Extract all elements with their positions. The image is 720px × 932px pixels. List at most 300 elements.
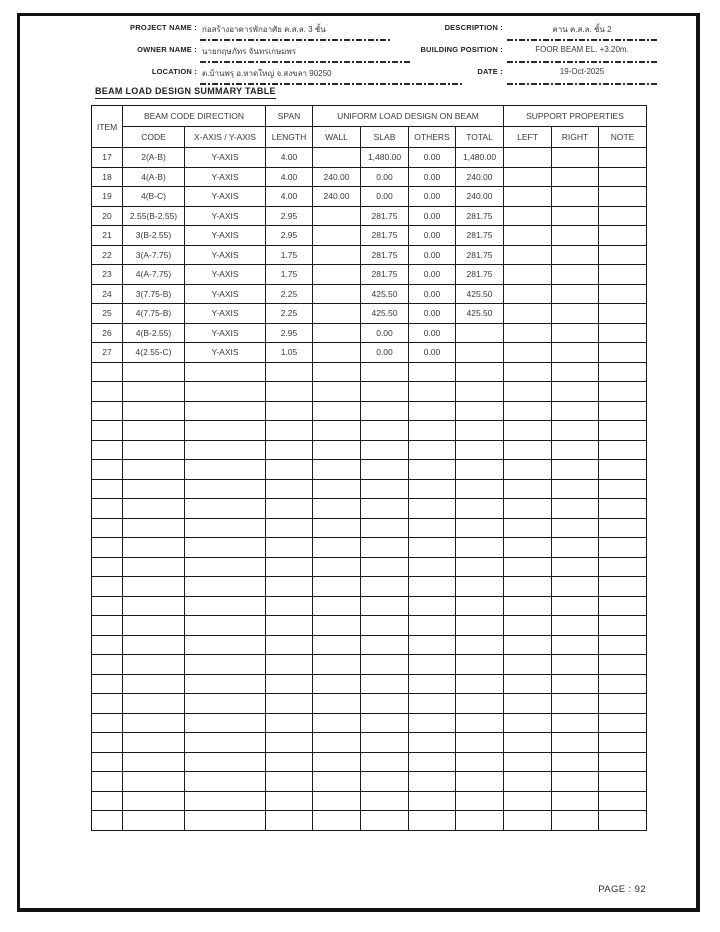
col-header-axis: X-AXIS / Y-AXIS (185, 127, 266, 148)
cell (409, 440, 456, 460)
cell: 0.00 (361, 343, 409, 363)
cell (552, 284, 599, 304)
cell (123, 557, 185, 577)
cell: 4(B-C) (123, 187, 185, 207)
project-name-underline (200, 39, 392, 41)
cell (599, 772, 647, 792)
table-row-empty (92, 791, 647, 811)
cell (456, 538, 504, 558)
cell (361, 655, 409, 675)
cell: 19 (92, 187, 123, 207)
cell (456, 499, 504, 519)
cell: 281.75 (456, 245, 504, 265)
table-row (92, 167, 647, 187)
col-header-total: TOTAL (456, 127, 504, 148)
table-row (92, 323, 647, 343)
cell (266, 635, 313, 655)
cell: Y-AXIS (185, 245, 266, 265)
table-row-empty (92, 694, 647, 714)
table-row-empty (92, 460, 647, 480)
cell: 240.00 (456, 187, 504, 207)
cell: 281.75 (456, 265, 504, 285)
cell (504, 655, 552, 675)
cell (409, 674, 456, 694)
cell (266, 577, 313, 597)
table-row (92, 284, 647, 304)
cell (552, 245, 599, 265)
cell (409, 694, 456, 714)
cell (123, 713, 185, 733)
cell (504, 245, 552, 265)
cell (552, 713, 599, 733)
cell (185, 499, 266, 519)
cell (185, 694, 266, 714)
cell: 281.75 (361, 245, 409, 265)
cell: 281.75 (361, 265, 409, 285)
cell: 281.75 (361, 206, 409, 226)
owner-name-label: OWNER NAME : (137, 45, 197, 54)
cell (92, 518, 123, 538)
cell: 4(A-7.75) (123, 265, 185, 285)
cell (456, 655, 504, 675)
building-position-label: BUILDING POSITION : (420, 45, 503, 54)
cell (266, 616, 313, 636)
cell (185, 440, 266, 460)
cell (185, 401, 266, 421)
cell (123, 421, 185, 441)
cell (456, 557, 504, 577)
cell (266, 752, 313, 772)
cell (92, 655, 123, 675)
cell (599, 596, 647, 616)
cell: Y-AXIS (185, 304, 266, 324)
cell: 425.50 (361, 304, 409, 324)
cell (361, 713, 409, 733)
cell (456, 596, 504, 616)
cell (266, 596, 313, 616)
cell: 22 (92, 245, 123, 265)
cell (409, 557, 456, 577)
cell (504, 635, 552, 655)
cell: 425.50 (456, 284, 504, 304)
cell (504, 596, 552, 616)
cell (599, 811, 647, 831)
cell (504, 518, 552, 538)
cell (92, 401, 123, 421)
cell (552, 148, 599, 168)
cell (361, 518, 409, 538)
cell: 25 (92, 304, 123, 324)
col-header-length: LENGTH (266, 127, 313, 148)
location-value: ต.บ้านพรุ อ.หาดใหญ่ จ.สงขลา 90250 (202, 69, 332, 78)
cell: 26 (92, 323, 123, 343)
cell (552, 577, 599, 597)
cell (456, 752, 504, 772)
cell (552, 167, 599, 187)
cell: 1.05 (266, 343, 313, 363)
cell (599, 460, 647, 480)
table-row-empty (92, 401, 647, 421)
cell (313, 616, 361, 636)
cell: 4.00 (266, 167, 313, 187)
cell: 23 (92, 265, 123, 285)
cell: 425.50 (361, 284, 409, 304)
cell: 0.00 (409, 167, 456, 187)
cell (504, 538, 552, 558)
table-row (92, 148, 647, 168)
cell (504, 421, 552, 441)
cell (92, 362, 123, 382)
cell: 0.00 (361, 323, 409, 343)
cell (313, 733, 361, 753)
cell (92, 421, 123, 441)
table-row-empty (92, 538, 647, 558)
cell (92, 382, 123, 402)
cell (313, 304, 361, 324)
cell: 240.00 (313, 187, 361, 207)
cell (599, 167, 647, 187)
cell: Y-AXIS (185, 323, 266, 343)
cell (123, 382, 185, 402)
cell (409, 596, 456, 616)
cell (313, 557, 361, 577)
cell (123, 479, 185, 499)
cell (266, 655, 313, 675)
cell (266, 362, 313, 382)
cell (361, 791, 409, 811)
cell (504, 460, 552, 480)
cell (409, 791, 456, 811)
table-header-row-columns (92, 127, 647, 148)
cell (504, 440, 552, 460)
cell: 0.00 (409, 265, 456, 285)
cell (266, 440, 313, 460)
cell (92, 538, 123, 558)
cell (185, 421, 266, 441)
table-row (92, 304, 647, 324)
cell (599, 187, 647, 207)
table-row (92, 187, 647, 207)
table-row-empty (92, 616, 647, 636)
cell (504, 772, 552, 792)
cell (504, 304, 552, 324)
cell (361, 733, 409, 753)
cell (599, 616, 647, 636)
cell (361, 694, 409, 714)
cell (409, 752, 456, 772)
date-label: DATE : (477, 67, 503, 76)
cell (409, 460, 456, 480)
cell: 3(7.75-B) (123, 284, 185, 304)
cell (409, 401, 456, 421)
cell (504, 362, 552, 382)
cell: 24 (92, 284, 123, 304)
cell (92, 674, 123, 694)
cell (123, 811, 185, 831)
cell (266, 694, 313, 714)
cell (599, 499, 647, 519)
cell (361, 421, 409, 441)
cell (456, 577, 504, 597)
cell (123, 791, 185, 811)
cell (456, 323, 504, 343)
cell (313, 791, 361, 811)
cell (409, 538, 456, 558)
cell: 0.00 (409, 304, 456, 324)
col-header-wall: WALL (313, 127, 361, 148)
cell (266, 421, 313, 441)
cell (123, 694, 185, 714)
cell (552, 382, 599, 402)
cell (552, 440, 599, 460)
cell (185, 752, 266, 772)
cell (123, 616, 185, 636)
cell (456, 635, 504, 655)
cell (361, 557, 409, 577)
cell (552, 752, 599, 772)
cell (313, 772, 361, 792)
cell (552, 187, 599, 207)
cell (552, 226, 599, 246)
cell (599, 401, 647, 421)
table-row-empty (92, 635, 647, 655)
cell: 3(A-7.75) (123, 245, 185, 265)
cell (123, 577, 185, 597)
cell: 281.75 (456, 226, 504, 246)
cell (313, 577, 361, 597)
cell (599, 343, 647, 363)
col-header-left: LEFT (504, 127, 552, 148)
cell (123, 635, 185, 655)
cell (266, 479, 313, 499)
cell (361, 362, 409, 382)
table-row-empty (92, 382, 647, 402)
cell (504, 187, 552, 207)
cell (552, 343, 599, 363)
cell (92, 479, 123, 499)
cell (552, 616, 599, 636)
cell (504, 713, 552, 733)
cell (504, 323, 552, 343)
cell (456, 791, 504, 811)
cell: 21 (92, 226, 123, 246)
cell (456, 694, 504, 714)
cell (313, 518, 361, 538)
cell (504, 265, 552, 285)
cell (313, 206, 361, 226)
cell: 2.25 (266, 284, 313, 304)
cell (504, 694, 552, 714)
cell (599, 421, 647, 441)
cell (361, 479, 409, 499)
col-group-beam-code-direction: BEAM CODE DIRECTION (123, 106, 266, 127)
cell: 0.00 (361, 167, 409, 187)
cell (361, 401, 409, 421)
cell (313, 284, 361, 304)
table-row-empty (92, 577, 647, 597)
cell (313, 148, 361, 168)
cell (123, 499, 185, 519)
cell (92, 752, 123, 772)
cell (266, 791, 313, 811)
cell (185, 577, 266, 597)
cell (313, 323, 361, 343)
cell (123, 538, 185, 558)
cell (361, 577, 409, 597)
cell (599, 538, 647, 558)
cell (266, 499, 313, 519)
cell (185, 713, 266, 733)
cell (185, 557, 266, 577)
cell (92, 694, 123, 714)
cell (409, 811, 456, 831)
cell (599, 206, 647, 226)
cell (552, 304, 599, 324)
cell (504, 811, 552, 831)
cell (92, 460, 123, 480)
cell (409, 713, 456, 733)
cell: 0.00 (361, 187, 409, 207)
cell (599, 148, 647, 168)
cell (185, 382, 266, 402)
cell (123, 655, 185, 675)
cell (361, 382, 409, 402)
cell (185, 772, 266, 792)
cell (313, 479, 361, 499)
col-group-uniform-load: UNIFORM LOAD DESIGN ON BEAM (313, 106, 504, 127)
cell: 18 (92, 167, 123, 187)
cell (552, 401, 599, 421)
cell (92, 499, 123, 519)
cell (456, 421, 504, 441)
cell (92, 713, 123, 733)
cell (123, 401, 185, 421)
cell (409, 479, 456, 499)
cell (313, 362, 361, 382)
col-header-code: CODE (123, 127, 185, 148)
cell (504, 616, 552, 636)
col-group-span: SPAN (266, 106, 313, 127)
cell (456, 401, 504, 421)
table-row-empty (92, 811, 647, 831)
cell (504, 284, 552, 304)
cell (185, 596, 266, 616)
cell (552, 460, 599, 480)
cell (552, 596, 599, 616)
cell: 2.25 (266, 304, 313, 324)
cell (313, 538, 361, 558)
cell: 4(2.55-C) (123, 343, 185, 363)
cell (92, 811, 123, 831)
cell: Y-AXIS (185, 187, 266, 207)
cell (456, 518, 504, 538)
cell (599, 382, 647, 402)
cell: 4(7.75-B) (123, 304, 185, 324)
cell (361, 499, 409, 519)
cell (599, 752, 647, 772)
table-body (92, 148, 647, 831)
cell (456, 460, 504, 480)
owner-name-underline (200, 61, 412, 63)
cell (409, 655, 456, 675)
cell (313, 635, 361, 655)
table-row-empty (92, 772, 647, 792)
cell (123, 752, 185, 772)
cell (456, 362, 504, 382)
cell (409, 421, 456, 441)
cell (361, 460, 409, 480)
cell (409, 499, 456, 519)
cell (123, 460, 185, 480)
cell (185, 538, 266, 558)
cell (123, 733, 185, 753)
cell (599, 518, 647, 538)
building-position-value: FOOR BEAM EL. +3.20m. (535, 45, 629, 54)
table-row-empty (92, 557, 647, 577)
cell (313, 499, 361, 519)
cell (504, 733, 552, 753)
cell (552, 538, 599, 558)
cell (185, 655, 266, 675)
cell (504, 167, 552, 187)
cell: 240.00 (313, 167, 361, 187)
cell (361, 440, 409, 460)
cell (92, 791, 123, 811)
cell (313, 343, 361, 363)
cell (266, 538, 313, 558)
cell (409, 382, 456, 402)
table-row (92, 343, 647, 363)
cell: 2.95 (266, 226, 313, 246)
cell: 4.00 (266, 148, 313, 168)
page-number: PAGE : 92 (598, 884, 646, 895)
table-row (92, 265, 647, 285)
cell (92, 733, 123, 753)
cell (123, 674, 185, 694)
cell: 2.95 (266, 206, 313, 226)
cell (361, 635, 409, 655)
cell (504, 206, 552, 226)
document-page-frame (17, 13, 700, 912)
cell: 27 (92, 343, 123, 363)
cell (504, 226, 552, 246)
cell (185, 362, 266, 382)
cell: 3(B-2.55) (123, 226, 185, 246)
col-header-others: OTHERS (409, 127, 456, 148)
cell (123, 440, 185, 460)
cell (599, 635, 647, 655)
cell (266, 382, 313, 402)
building-position-underline (507, 61, 657, 63)
cell: 1.75 (266, 265, 313, 285)
col-header-item: ITEM (92, 106, 123, 148)
cell (599, 323, 647, 343)
cell: Y-AXIS (185, 265, 266, 285)
cell (599, 226, 647, 246)
cell (552, 655, 599, 675)
cell (599, 479, 647, 499)
cell (123, 772, 185, 792)
cell: Y-AXIS (185, 206, 266, 226)
cell (552, 694, 599, 714)
cell: Y-AXIS (185, 284, 266, 304)
cell (409, 616, 456, 636)
description-label: DESCRIPTION : (444, 23, 503, 32)
cell: 4(A-B) (123, 167, 185, 187)
cell (552, 791, 599, 811)
cell (266, 811, 313, 831)
cell (599, 713, 647, 733)
